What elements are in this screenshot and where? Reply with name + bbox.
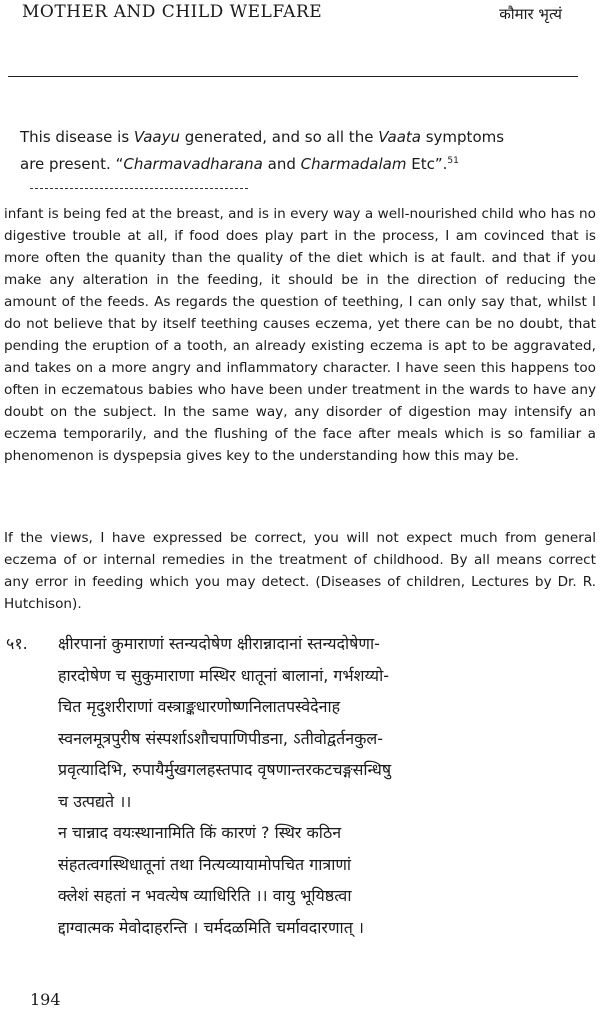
lead-text: and bbox=[262, 155, 301, 173]
sanskrit-note-number: ५१. bbox=[6, 634, 28, 653]
lead-text: This disease is bbox=[20, 128, 134, 146]
sanskrit-line: चित मृदुशरीराणां वस्त्राङ्कधारणोष्णनिलातपस्वेदेनाह bbox=[58, 697, 341, 716]
lead-term-charmavadharana: Charmavadharana bbox=[123, 155, 263, 173]
sanskrit-line: क्षीरपानां कुमाराणां स्तन्यदोषेण क्षीरान्नादानां स्तन्यदोषेणा- bbox=[58, 634, 380, 653]
footnote-paragraph-2: If the views, I have expressed be correct, you will not expect much from general eczema of or internal remedies in the treatment of childhood. By all means correct any error in feeding which you may detect. (Diseases of children, Lectures by Dr. R. Hutchison). bbox=[4, 530, 596, 612]
lead-text: symptoms bbox=[420, 128, 505, 146]
lead-text: generated, and so all the bbox=[179, 128, 379, 146]
footnote-reference: 51 bbox=[447, 156, 459, 166]
lead-term-vaayu: Vaayu bbox=[133, 128, 180, 146]
lead-term-charmadalam: Charmadalam bbox=[300, 155, 407, 173]
running-head bbox=[22, 2, 582, 28]
running-head-title: MOTHER AND CHILD WELFARE bbox=[22, 2, 323, 22]
sanskrit-line: क्लेशं सहतां न भवत्येष व्याधिरिति ।। वायु भूयिष्ठत्वा bbox=[58, 886, 352, 905]
running-head-sanskrit-title: कौमार भृत्यं bbox=[499, 5, 562, 23]
sanskrit-note-text bbox=[58, 628, 594, 943]
sanskrit-line: हारदोषेण च सुकुमाराणा मस्थिर धातूनां बालानां, गर्भशय्यो- bbox=[58, 665, 390, 685]
header-rule bbox=[8, 76, 578, 77]
footnote-separator bbox=[30, 188, 248, 189]
lead-paragraph bbox=[20, 125, 585, 176]
lead-term-vaata: Vaata bbox=[378, 128, 421, 146]
sanskrit-line: स्वनलमूत्रपुरीष संस्पर्शाऽशौचपाणिपीडना, ऽतीवोद्वर्तनकुल- bbox=[58, 728, 383, 748]
lead-text: Etc”. bbox=[406, 155, 448, 173]
page-number: 194 bbox=[30, 990, 61, 1009]
sanskrit-line: द्दाग्वात्मक मेवोदाहरन्ति । चर्मदळमिति चर्मावदारणात् । bbox=[58, 917, 364, 937]
sanskrit-line: न चान्नाद वयःस्थानामिति किं कारणं ? स्थिर कठिन bbox=[58, 823, 342, 842]
sanskrit-line: संहतत्वगस्थिधातूनां तथा नित्यव्यायामोपचित गात्राणां bbox=[58, 854, 352, 874]
lead-text: are present. “ bbox=[20, 155, 124, 173]
footnote-paragraph-1: infant is being fed at the breast, and is in every way a well-nourished child who has no digestive trouble at all, if food does play part in the process, I am covinced that is more often the quanity than the quality of the diet which is at fault. and that if you make any alteration in the feeding, it should be in the direction of reducing the amount of the feeds. As regards the question of teething, I can only say that, whilst I do not believe that by itself teething causes eczema, yet there can be no doubt, that pending the eruption of a tooth, an already existing eczema is apt to be aggravated, and takes on a more angry and inflammatory character. I have seen this happens too often in eczematous babies who have been under treatment in the wards to have any doubt on the subject. In the same way, any disorder of digestion may intensify an eczema temporarily, and the flushing of the face after meals which is so familiar a phenomenon is dyspepsia gives key to the understanding how this may be. bbox=[4, 206, 596, 464]
sanskrit-line: प्रवृत्यादिभि, रुपायैर्मुखगलहस्तपाद वृषणान्तरकटचङ्गसन्धिषु bbox=[58, 760, 392, 779]
sanskrit-line: च उत्पद्यते ।। bbox=[58, 791, 132, 811]
